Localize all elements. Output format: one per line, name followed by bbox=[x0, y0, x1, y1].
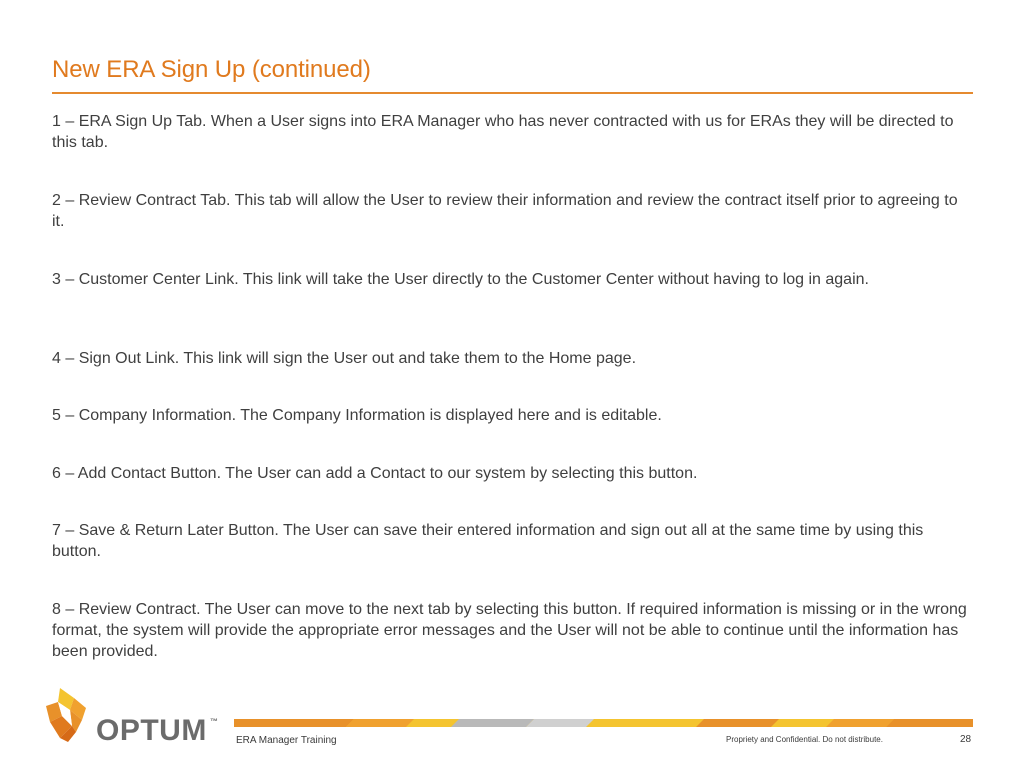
footer-confidential-notice: Propriety and Confidential. Do not distribute. bbox=[726, 735, 883, 744]
list-item: 3 – Customer Center Link. This link will take the User directly to the Customer Center without having to log in again. bbox=[52, 271, 869, 288]
list-item: 6 – Add Contact Button. The User can add a Contact to our system by selecting this button. bbox=[52, 465, 698, 482]
footer-color-band bbox=[234, 719, 973, 727]
slide-title: New ERA Sign Up (continued) bbox=[52, 56, 371, 83]
list-item: 5 – Company Information. The Company Information is displayed here and is editable. bbox=[52, 407, 662, 424]
footer-course-title: ERA Manager Training bbox=[236, 735, 337, 746]
list-item: 2 – Review Contract Tab. This tab will allow the User to review their information and review the contract itself prior to agreeing to it. bbox=[52, 192, 958, 230]
list-item: 8 – Review Contract. The User can move to the next tab by selecting this button. If required information is missing or in the wrong format, the system will provide the appropriate error messages and the User will not be able to continue until the information has been provided. bbox=[52, 601, 967, 660]
logo-trademark: ™ bbox=[210, 717, 218, 726]
logo-wordmark: OPTUM bbox=[96, 714, 207, 747]
title-divider bbox=[52, 92, 973, 94]
page-number: 28 bbox=[960, 734, 972, 745]
list-item: 4 – Sign Out Link. This link will sign the User out and take them to the Home page. bbox=[52, 350, 637, 367]
optum-logo bbox=[42, 686, 232, 746]
list-item: 1 – ERA Sign Up Tab. When a User signs into ERA Manager who has never contracted with us for ERAs they will be directed to this tab. bbox=[52, 113, 954, 151]
list-item: 7 – Save & Return Later Button. The User can save their entered information and sign out all at the same time by using this button. bbox=[52, 522, 924, 560]
optum-logo-icon bbox=[42, 686, 92, 744]
